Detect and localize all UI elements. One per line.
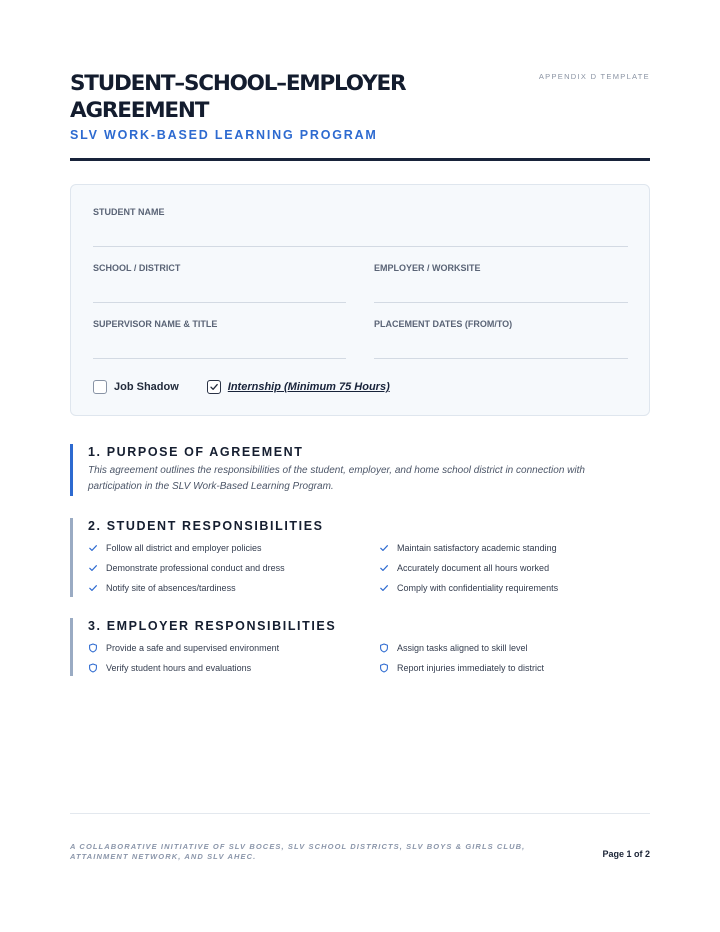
employer-worksite-label: EMPLOYER / WORKSITE bbox=[374, 263, 481, 273]
job-shadow-label: Job Shadow bbox=[114, 381, 179, 393]
list-item bbox=[88, 662, 379, 674]
check-icon bbox=[379, 563, 389, 573]
student-responsibilities-heading: 2. STUDENT RESPONSIBILITIES bbox=[88, 519, 324, 533]
document-subtitle: SLV WORK-BASED LEARNING PROGRAM bbox=[70, 128, 378, 142]
purpose-heading: 1. PURPOSE OF AGREEMENT bbox=[88, 445, 304, 459]
list-item-text: Accurately document all hours worked bbox=[397, 563, 550, 573]
purpose-text: This agreement outlines the responsibilities of the student, employer, and home school district in connection with participation in the SLV Work-Based Learning Program. bbox=[88, 465, 585, 492]
check-icon bbox=[379, 543, 389, 553]
list-item bbox=[88, 542, 379, 554]
list-item bbox=[379, 662, 619, 674]
placement-dates-line bbox=[374, 358, 628, 359]
school-district-field[interactable] bbox=[93, 263, 346, 303]
list-item bbox=[379, 542, 619, 554]
footer-credits: A COLLABORATIVE INITIATIVE OF SLV BOCES, SLV SCHOOL DISTRICTS, SLV BOYS & GIRLS CLUB, ATTAINMENT NETWORK, AND SLV AHEC. bbox=[70, 842, 526, 861]
page-number: Page 1 of 2 bbox=[602, 849, 650, 859]
school-district-line bbox=[93, 302, 346, 303]
checkmark-icon bbox=[209, 382, 219, 392]
placement-dates-field[interactable] bbox=[374, 319, 628, 359]
purpose-section bbox=[70, 444, 650, 496]
student-name-label: STUDENT NAME bbox=[93, 207, 165, 217]
employer-worksite-line bbox=[374, 302, 628, 303]
shield-icon bbox=[88, 643, 98, 653]
list-item bbox=[88, 582, 379, 594]
check-icon bbox=[88, 563, 98, 573]
check-icon bbox=[88, 583, 98, 593]
list-item-text: Comply with confidentiality requirements bbox=[397, 583, 559, 593]
shield-icon bbox=[88, 663, 98, 673]
list-item-text: Report injuries immediately to district bbox=[397, 663, 545, 673]
supervisor-field[interactable] bbox=[93, 319, 346, 359]
appendix-tag: APPENDIX D TEMPLATE bbox=[538, 72, 650, 81]
list-item-text: Follow all district and employer policies bbox=[106, 543, 262, 553]
list-item bbox=[379, 562, 619, 574]
check-icon bbox=[88, 543, 98, 553]
list-item bbox=[88, 642, 379, 654]
list-item-text: Provide a safe and supervised environment bbox=[106, 643, 280, 653]
internship-checkbox[interactable] bbox=[207, 380, 221, 394]
placement-dates-label: PLACEMENT DATES (FROM/TO) bbox=[374, 319, 513, 329]
internship-label: Internship (Minimum 75 Hours) bbox=[227, 381, 390, 393]
placement-type-options bbox=[93, 379, 390, 395]
list-item bbox=[379, 642, 619, 654]
list-item bbox=[379, 582, 619, 594]
footer-divider bbox=[70, 813, 650, 814]
list-item-text: Demonstrate professional conduct and dress bbox=[106, 563, 285, 573]
school-district-label: SCHOOL / DISTRICT bbox=[93, 263, 181, 273]
student-info-form bbox=[70, 184, 650, 416]
list-item-text: Assign tasks aligned to skill level bbox=[397, 643, 528, 653]
shield-icon bbox=[379, 663, 389, 673]
supervisor-line bbox=[93, 358, 346, 359]
job-shadow-checkbox[interactable] bbox=[93, 380, 107, 394]
student-name-line bbox=[93, 246, 628, 247]
document-title: STUDENT–SCHOOL–EMPLOYER AGREEMENT bbox=[70, 71, 406, 123]
list-item-text: Notify site of absences/tardiness bbox=[106, 583, 236, 593]
employer-responsibilities-list bbox=[88, 642, 650, 674]
employer-responsibilities-section bbox=[70, 618, 650, 676]
student-responsibilities-section bbox=[70, 518, 650, 597]
check-icon bbox=[379, 583, 389, 593]
supervisor-label: SUPERVISOR NAME & TITLE bbox=[93, 319, 218, 329]
list-item-text: Maintain satisfactory academic standing bbox=[397, 543, 557, 553]
list-item-text: Verify student hours and evaluations bbox=[106, 663, 252, 673]
list-item bbox=[88, 562, 379, 574]
employer-worksite-field[interactable] bbox=[374, 263, 628, 303]
student-responsibilities-list bbox=[88, 542, 650, 594]
student-name-field[interactable] bbox=[93, 207, 628, 247]
shield-icon bbox=[379, 643, 389, 653]
header-divider bbox=[70, 158, 650, 161]
employer-responsibilities-heading: 3. EMPLOYER RESPONSIBILITIES bbox=[88, 619, 337, 633]
document-page bbox=[70, 0, 650, 932]
